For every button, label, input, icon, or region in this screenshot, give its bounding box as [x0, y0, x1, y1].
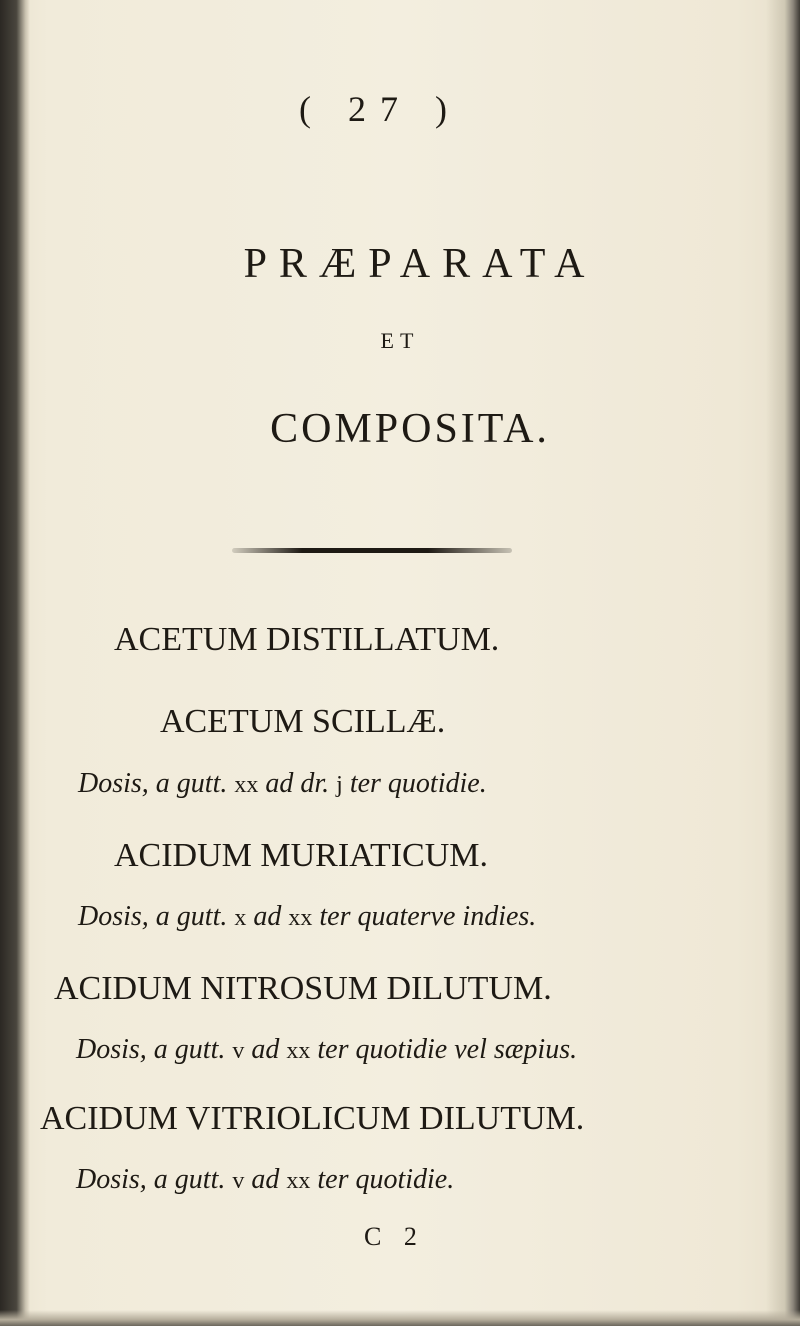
- entry-heading: ACETUM SCILLÆ.: [160, 703, 446, 740]
- dosage-connector: ad dr.: [265, 768, 330, 799]
- dosage-frequency: ter quotidie.: [349, 768, 487, 799]
- dosage-connector: ad: [253, 901, 282, 932]
- section-subtitle: COMPOSITA.: [270, 406, 550, 452]
- dosage-connector: ad: [251, 1164, 280, 1195]
- dosage-from: xx: [234, 772, 259, 798]
- entry-heading: ACIDUM NITROSUM DILUTUM.: [54, 970, 552, 1007]
- dosage-frequency: ter quotidie.: [317, 1164, 455, 1195]
- dosage-line: [76, 1034, 577, 1066]
- dosage-line: [76, 1164, 454, 1196]
- page-edge-right: [766, 0, 800, 1326]
- ornamental-rule: [232, 548, 512, 553]
- title-conjunction: ET: [380, 328, 420, 353]
- dosage-prefix: Dosis, a gutt.: [76, 1034, 226, 1065]
- dosage-to: j: [336, 772, 343, 798]
- signature-mark: C 2: [364, 1222, 425, 1251]
- dosage-from: v: [232, 1168, 245, 1194]
- page-edge-bottom: [0, 1310, 800, 1326]
- dosage-to: xx: [288, 905, 313, 931]
- dosage-connector: ad: [251, 1034, 280, 1065]
- book-spine-shadow: [0, 0, 30, 1326]
- dosage-line: [78, 901, 536, 933]
- page-number: ( 27 ): [299, 89, 461, 129]
- dosage-prefix: Dosis, a gutt.: [78, 901, 228, 932]
- dosage-prefix: Dosis, a gutt.: [76, 1164, 226, 1195]
- dosage-to: xx: [286, 1038, 311, 1064]
- dosage-prefix: Dosis, a gutt.: [78, 768, 228, 799]
- dosage-line: [78, 768, 487, 800]
- entry-heading: ACETUM DISTILLATUM.: [114, 621, 500, 658]
- entry-heading: ACIDUM MURIATICUM.: [114, 837, 489, 874]
- entry-heading: ACIDUM VITRIOLICUM DILUTUM.: [40, 1100, 585, 1137]
- dosage-to: xx: [286, 1168, 311, 1194]
- dosage-from: v: [232, 1038, 245, 1064]
- dosage-frequency: ter quotidie vel sæpius.: [317, 1034, 578, 1065]
- dosage-frequency: ter quaterve indies.: [319, 901, 537, 932]
- dosage-from: x: [234, 905, 247, 931]
- section-title: PRÆPARATA: [243, 241, 597, 287]
